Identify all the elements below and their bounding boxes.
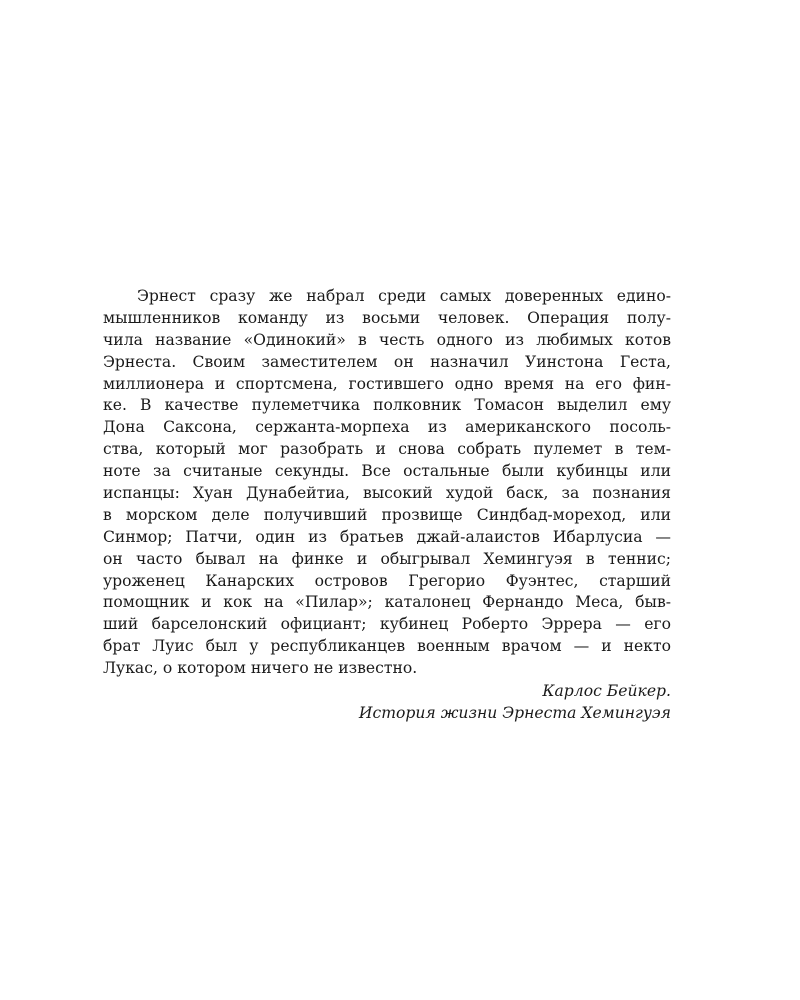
text-line: ства, который мог разобрать и снова собрать пулемет в тем- <box>103 440 671 459</box>
text-line: Лукас, о котором ничего не известно. <box>103 659 418 678</box>
epigraph-author: Карлос Бейкер. <box>542 682 671 701</box>
text-line: брат Луис был у республиканцев военным врачом — и некто <box>103 637 671 656</box>
text-line: мышленников команду из восьми человек. Операция полу- <box>103 308 671 327</box>
text-line: ке. В качестве пулеметчика полковник Томасон выделил ему <box>103 396 671 415</box>
text-line: Синмор; Патчи, один из братьев джай-алаистов Ибарлусиа — <box>103 527 671 546</box>
epigraph-source: История жизни Эрнеста Хемингуэя <box>358 704 671 723</box>
text-line: он часто бывал на финке и обыгрывал Хемингуэя в теннис; <box>103 549 671 568</box>
text-line: испанцы: Хуан Дунабейтиа, высокий худой баск, за познания <box>103 484 671 503</box>
text-line: Эрнеста. Своим заместителем он назначил Уинстона Геста, <box>103 352 671 371</box>
epigraph-paragraph <box>103 286 671 680</box>
text-line: чила название «Одинокий» в честь одного из любимых котов <box>103 330 671 349</box>
text-line: ший барселонский официант; кубинец Роберто Эррера — его <box>103 615 671 634</box>
text-line: Дона Саксона, сержанта-морпеха из американского посоль- <box>103 418 671 437</box>
text-line: Эрнест сразу же набрал среди самых доверенных едино- <box>137 287 671 305</box>
text-line: помощник и кок на «Пилар»; каталонец Фернандо Меса, быв- <box>103 593 671 612</box>
text-line: в морском деле получивший прозвище Синдбад-мореход, или <box>103 505 671 524</box>
epigraph <box>103 286 671 724</box>
text-line: уроженец Канарских островов Грегорио Фуэнтес, старший <box>103 571 671 590</box>
text-line: миллионера и спортсмена, гостившего одно время на его фин- <box>103 374 671 393</box>
text-line: ноте за считаные секунды. Все остальные были кубинцы или <box>103 462 671 481</box>
